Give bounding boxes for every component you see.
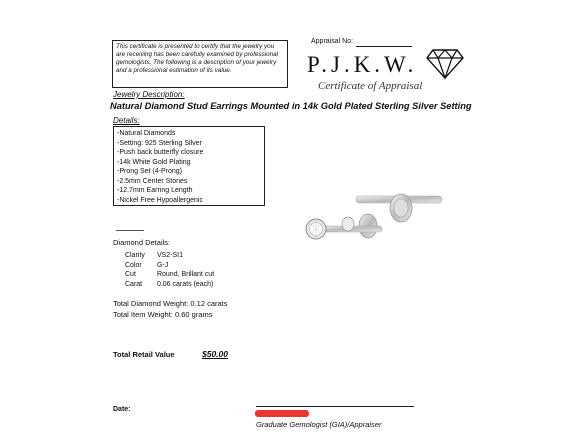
total-item-weight: Total Item Weight: 0.60 grams xyxy=(113,310,213,319)
detail-item: -Prong Set (4-Prong) xyxy=(117,168,182,175)
detail-item: -14k White Gold Plating xyxy=(117,158,191,166)
total-retail-value: $50.00 xyxy=(202,349,228,359)
appraisal-number-line xyxy=(356,46,412,47)
company-logo-text: P.J.K.W. xyxy=(307,52,418,77)
total-retail-label: Total Retail Value xyxy=(113,350,175,359)
diamond-details-label: Diamond Details: xyxy=(113,238,171,247)
diamond-detail-row xyxy=(125,251,214,261)
certificate-title: Certificate of Appraisal xyxy=(318,80,423,92)
diamond-detail-key: Carat xyxy=(125,280,143,288)
diamond-detail-value: Round, Brillant cut xyxy=(156,271,215,278)
signature-line xyxy=(256,406,414,407)
diamond-detail-row xyxy=(125,270,214,280)
detail-item: -Push back butterfly closure xyxy=(117,149,204,156)
divider-line xyxy=(116,230,144,231)
diamond-detail-key: Color xyxy=(125,261,142,269)
appraiser-title: Graduate Gemologist (GIA)/Appraiser xyxy=(256,420,382,429)
total-diamond-weight: Total Diamond Weight: 0.12 carats xyxy=(113,299,228,308)
details-label: Details: xyxy=(113,116,140,125)
detail-item: -Natural Diamonds xyxy=(117,130,176,137)
redacted-signature xyxy=(255,410,309,417)
detail-item: -Nickel Free Hypoallergenic xyxy=(117,196,203,204)
diamond-detail-value: 0.06 carats (each) xyxy=(156,280,214,288)
jewelry-description: Natural Diamond Stud Earrings Mounted in 14k Gold Plated Sterling Silver Setting xyxy=(110,101,472,111)
appraisal-number-label: Appraisal No: xyxy=(311,38,354,45)
detail-item: -2.5mm Center Stones xyxy=(117,177,188,185)
diamond-detail-row xyxy=(125,261,214,271)
diamond-detail-value: VS2-SI1 xyxy=(156,252,184,259)
diamond-detail-key: Cut xyxy=(125,271,136,278)
detail-item: -Setting: 925 Sterling Silver xyxy=(117,139,202,147)
diamond-detail-key: Clarity xyxy=(125,252,145,259)
earrings-image xyxy=(298,182,450,256)
jewelry-description-label: Jewelry Description: xyxy=(113,90,185,99)
date-label: Date: xyxy=(113,406,131,413)
diamond-details-table xyxy=(125,251,214,289)
intro-text: This certificate is presented to certify that the jewelry you are receiving has been carefully examined by professional gemologists. The following is a description of your jewelry and a professional estimation of its value. xyxy=(116,43,279,74)
details-box xyxy=(113,126,265,206)
detail-item: -12.7mm Earring Length xyxy=(117,187,193,194)
diamond-detail-value: G-J xyxy=(156,261,169,269)
diamond-detail-row xyxy=(125,280,214,290)
intro-text-box xyxy=(112,40,288,88)
diamond-icon xyxy=(426,46,464,80)
